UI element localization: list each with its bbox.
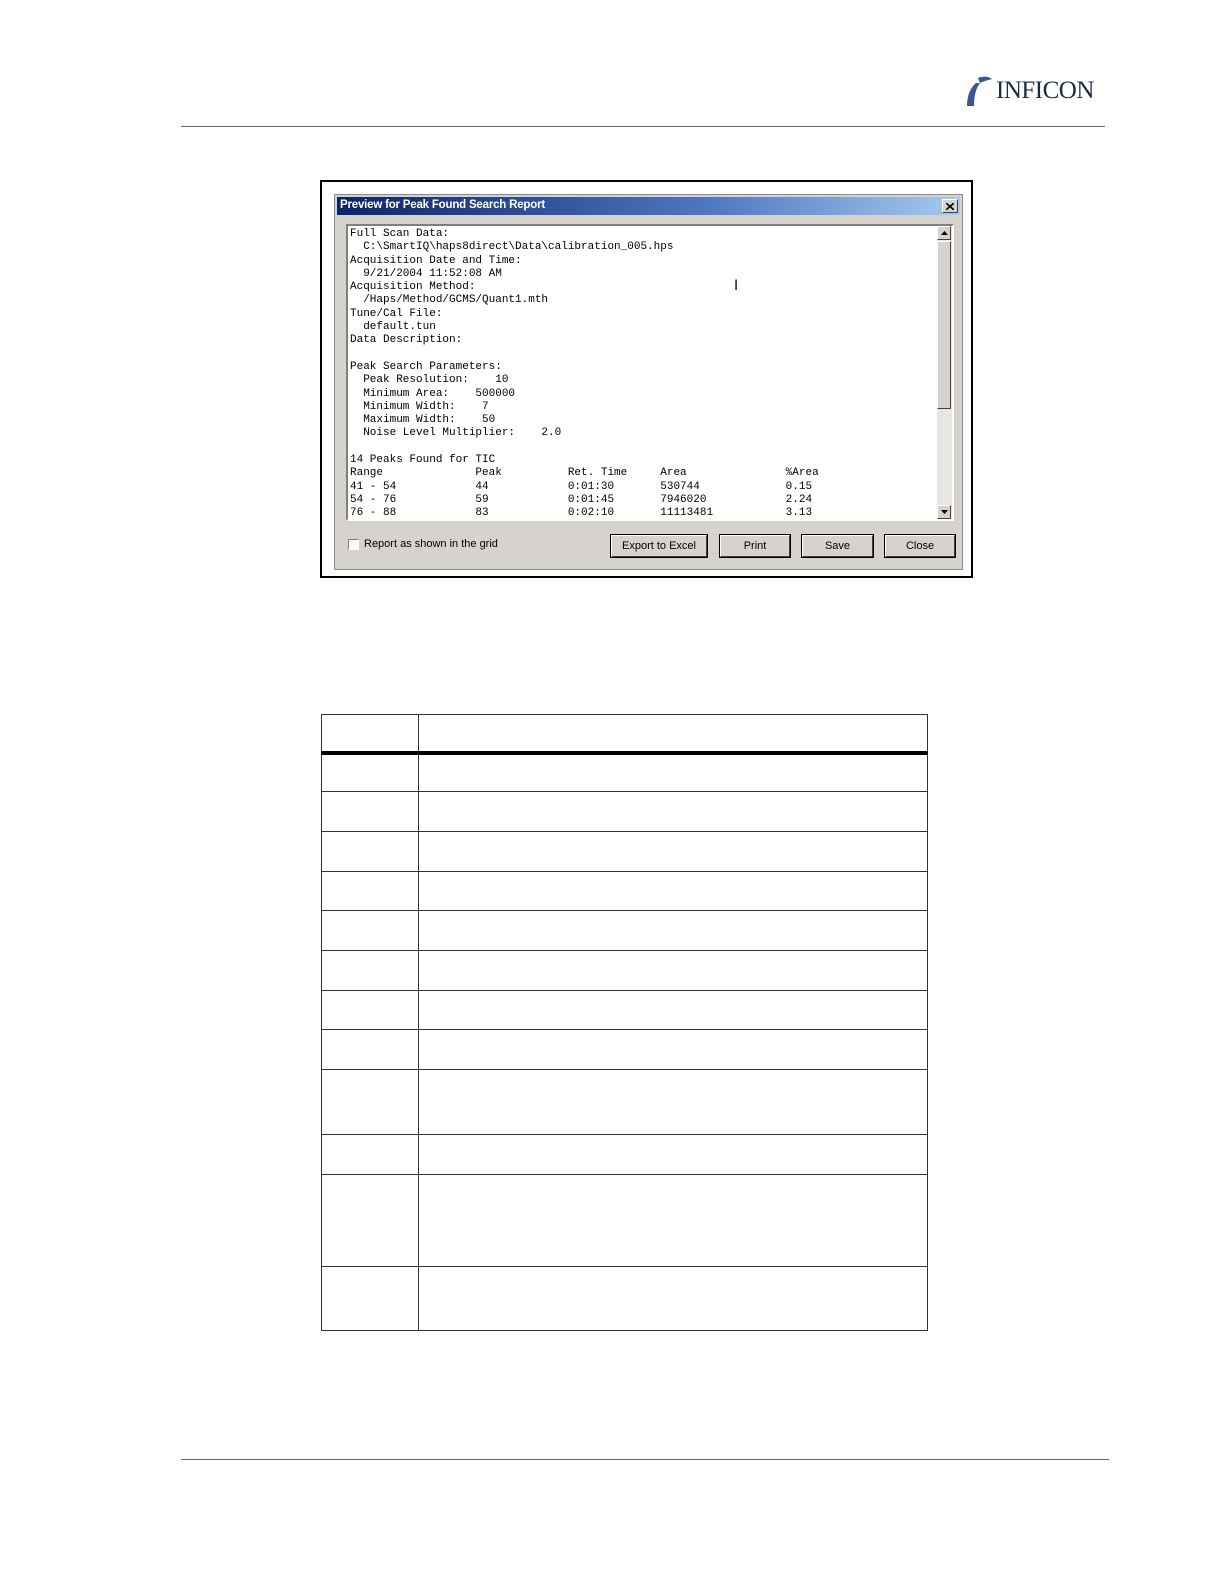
table-row (322, 753, 928, 792)
close-icon (946, 203, 954, 210)
table-row (322, 951, 928, 991)
table-cell (419, 753, 928, 792)
report-line: 14 Peaks Found for TIC (350, 454, 496, 467)
dialog-title: Preview for Peak Found Search Report (340, 199, 545, 211)
report-line: Noise Level Multiplier: 2.0 (350, 427, 562, 440)
scroll-up-button[interactable] (937, 226, 951, 240)
scroll-down-button[interactable] (937, 505, 951, 519)
description-table (321, 714, 928, 1331)
report-line: C:\SmartIQ\haps8direct\Data\calibration_005.hps (350, 241, 674, 254)
table-cell (419, 1175, 928, 1267)
report-line: default.tun (350, 321, 436, 334)
table-row (322, 1030, 928, 1070)
dialog-titlebar[interactable] (337, 197, 960, 215)
report-text-area[interactable] (346, 224, 954, 521)
report-line: Minimum Width: 7 (350, 400, 489, 413)
table-cell (322, 1267, 419, 1331)
text-cursor-icon: I (734, 278, 739, 294)
table-cell (322, 911, 419, 951)
table-cell (419, 911, 928, 951)
table-row (322, 1175, 928, 1267)
table-row (322, 792, 928, 832)
footer-rule (181, 1459, 1109, 1460)
report-line: Maximum Width: 50 (350, 414, 496, 427)
peak-report-dialog (334, 194, 963, 570)
save-button[interactable]: Save (802, 535, 873, 557)
report-line: Peak Search Parameters: (350, 360, 502, 373)
report-as-grid-label: Report as shown in the grid (364, 538, 498, 550)
table-cell (322, 991, 419, 1030)
table-row (322, 832, 928, 872)
table-cell (419, 951, 928, 991)
report-line: Peak Resolution: 10 (350, 374, 509, 387)
print-button[interactable]: Print (720, 535, 790, 557)
close-button[interactable]: Close (885, 535, 955, 557)
report-as-grid-checkbox[interactable] (348, 539, 359, 550)
report-line: 76 - 88 83 0:02:10 11113481 3.13 (350, 507, 813, 518)
table-cell (419, 1267, 928, 1331)
table-cell (322, 792, 419, 832)
table-cell (322, 753, 419, 792)
table-row (322, 1070, 928, 1135)
report-line: 41 - 54 44 0:01:30 530744 0.15 (350, 480, 813, 493)
table-row (322, 911, 928, 951)
arrow-up-icon (941, 231, 948, 235)
table-cell (322, 951, 419, 991)
table-cell (322, 1070, 419, 1135)
report-line: Minimum Area: 500000 (350, 387, 516, 400)
table-cell (322, 1135, 419, 1175)
table-cell (322, 1175, 419, 1267)
table-row (322, 1135, 928, 1175)
table-cell (419, 792, 928, 832)
report-line: 54 - 76 59 0:01:45 7946020 2.24 (350, 493, 813, 506)
report-line: Full Scan Data: (350, 228, 450, 240)
figure-frame (320, 180, 973, 578)
export-to-excel-button[interactable]: Export to Excel (611, 535, 707, 557)
arrow-down-icon (941, 510, 948, 514)
report-line: Range Peak Ret. Time Area %Area (350, 467, 819, 480)
table-cell (419, 1070, 928, 1135)
report-line: Data Description: (350, 334, 463, 347)
title-close-button[interactable] (942, 199, 958, 213)
inficon-mark-icon (964, 74, 994, 108)
logo-text: INFICON (996, 77, 1094, 104)
table-cell (419, 1030, 928, 1070)
table-row (322, 991, 928, 1030)
header-rule (181, 126, 1105, 127)
table-cell (419, 1135, 928, 1175)
header-cell (419, 715, 928, 753)
report-line: 9/21/2004 11:52:08 AM (350, 267, 502, 280)
table-row (322, 872, 928, 911)
report-line: Acquisition Method: (350, 281, 476, 294)
report-line: Tune/Cal File: (350, 307, 443, 320)
report-line (350, 348, 940, 361)
report-scrollbar[interactable] (937, 226, 952, 519)
report-line (350, 441, 940, 454)
table-header-row (322, 715, 928, 753)
table-cell (419, 872, 928, 911)
inficon-logo (964, 74, 1110, 108)
report-grid-option[interactable] (348, 538, 498, 550)
scroll-thumb[interactable] (937, 241, 951, 409)
report-text (350, 228, 940, 518)
report-line: Acquisition Date and Time: (350, 254, 522, 267)
report-line: /Haps/Method/GCMS/Quant1.mth (350, 294, 549, 307)
table-cell (419, 991, 928, 1030)
table-cell (322, 832, 419, 872)
table-cell (322, 1030, 419, 1070)
header-cell (322, 715, 419, 753)
table-cell (419, 832, 928, 872)
table-cell (322, 872, 419, 911)
table-row (322, 1267, 928, 1331)
